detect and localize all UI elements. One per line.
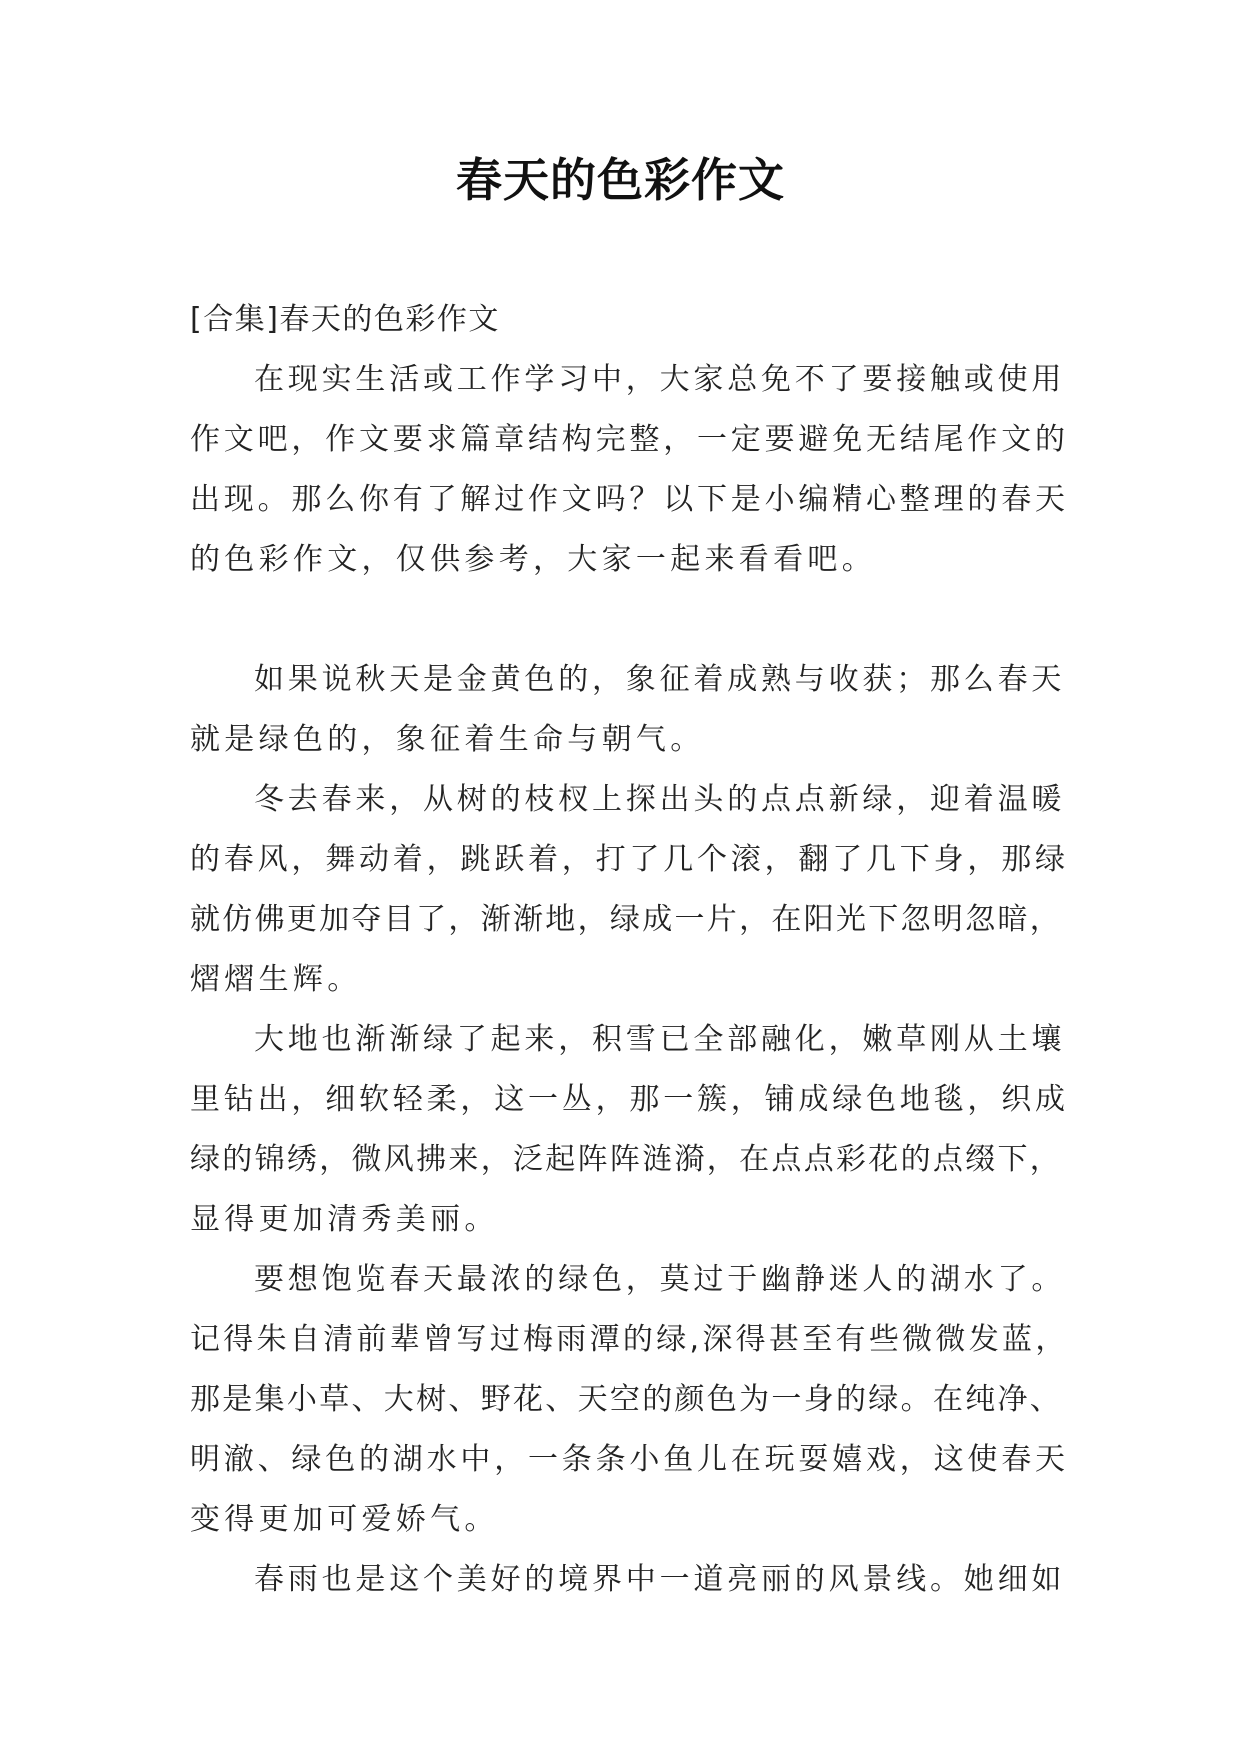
paragraph-2-line: 就仿佛更加夺目了，渐渐地，绿成一片，在阳光下忽明忽暗， <box>190 902 1063 937</box>
paragraph-3-line: 里钻出，细软轻柔，这一丛，那一簇，铺成绿色地毯，织成 <box>190 1082 1069 1117</box>
paragraph-4-line: 明澈、绿色的湖水中，一条条小鱼儿在玩耍嬉戏，这使春天 <box>190 1442 1069 1477</box>
paragraph-3-line: 大地也渐渐绿了起来，积雪已全部融化，嫩草刚从土壤 <box>254 1022 1066 1057</box>
paragraph-1-line: 就是绿色的，象征着生命与朝气。 <box>190 722 705 757</box>
paragraph-2-line: 熠熠生辉。 <box>190 962 362 997</box>
paragraph-4-line: 那是集小草、大树、野花、天空的颜色为一身的绿。在纯净、 <box>190 1382 1063 1417</box>
paragraph-1-line: 如果说秋天是金黄色的，象征着成熟与收获；那么春天 <box>254 662 1066 697</box>
intro-line: 作文吧，作文要求篇章结构完整，一定要避免无结尾作文的 <box>190 422 1069 457</box>
paragraph-4-line: 变得更加可爱娇气。 <box>190 1502 499 1537</box>
document-subtitle: [合集]春天的色彩作文 <box>190 302 500 337</box>
paragraph-gap <box>190 590 1070 650</box>
paragraph-3-line: 绿的锦绣，微风拂来，泛起阵阵涟漪，在点点彩花的点缀下， <box>190 1142 1063 1177</box>
paragraph-5-line: 春雨也是这个美好的境界中一道亮丽的风景线。她细如 <box>254 1562 1066 1597</box>
paragraph-2-line: 冬去春来，从树的枝杈上探出头的点点新绿，迎着温暖 <box>254 782 1066 817</box>
document-body <box>190 290 1070 1610</box>
intro-line: 的色彩作文，仅供参考，大家一起来看看吧。 <box>190 542 876 577</box>
paragraph-4-line: 要想饱览春天最浓的绿色，莫过于幽静迷人的湖水了。 <box>254 1262 1066 1297</box>
paragraph-2-line: 的春风，舞动着，跳跃着，打了几个滚，翻了几下身，那绿 <box>190 842 1069 877</box>
paragraph-3-line: 显得更加清秀美丽。 <box>190 1202 499 1237</box>
paragraph-4-line: 记得朱自清前辈曾写过梅雨潭的绿,深得甚至有些微微发蓝， <box>190 1322 1069 1357</box>
document-title: 春天的色彩作文 <box>456 153 785 207</box>
intro-line: 出现。那么你有了解过作文吗？以下是小编精心整理的春天 <box>190 482 1069 517</box>
intro-line: 在现实生活或工作学习中，大家总免不了要接触或使用 <box>254 362 1066 397</box>
